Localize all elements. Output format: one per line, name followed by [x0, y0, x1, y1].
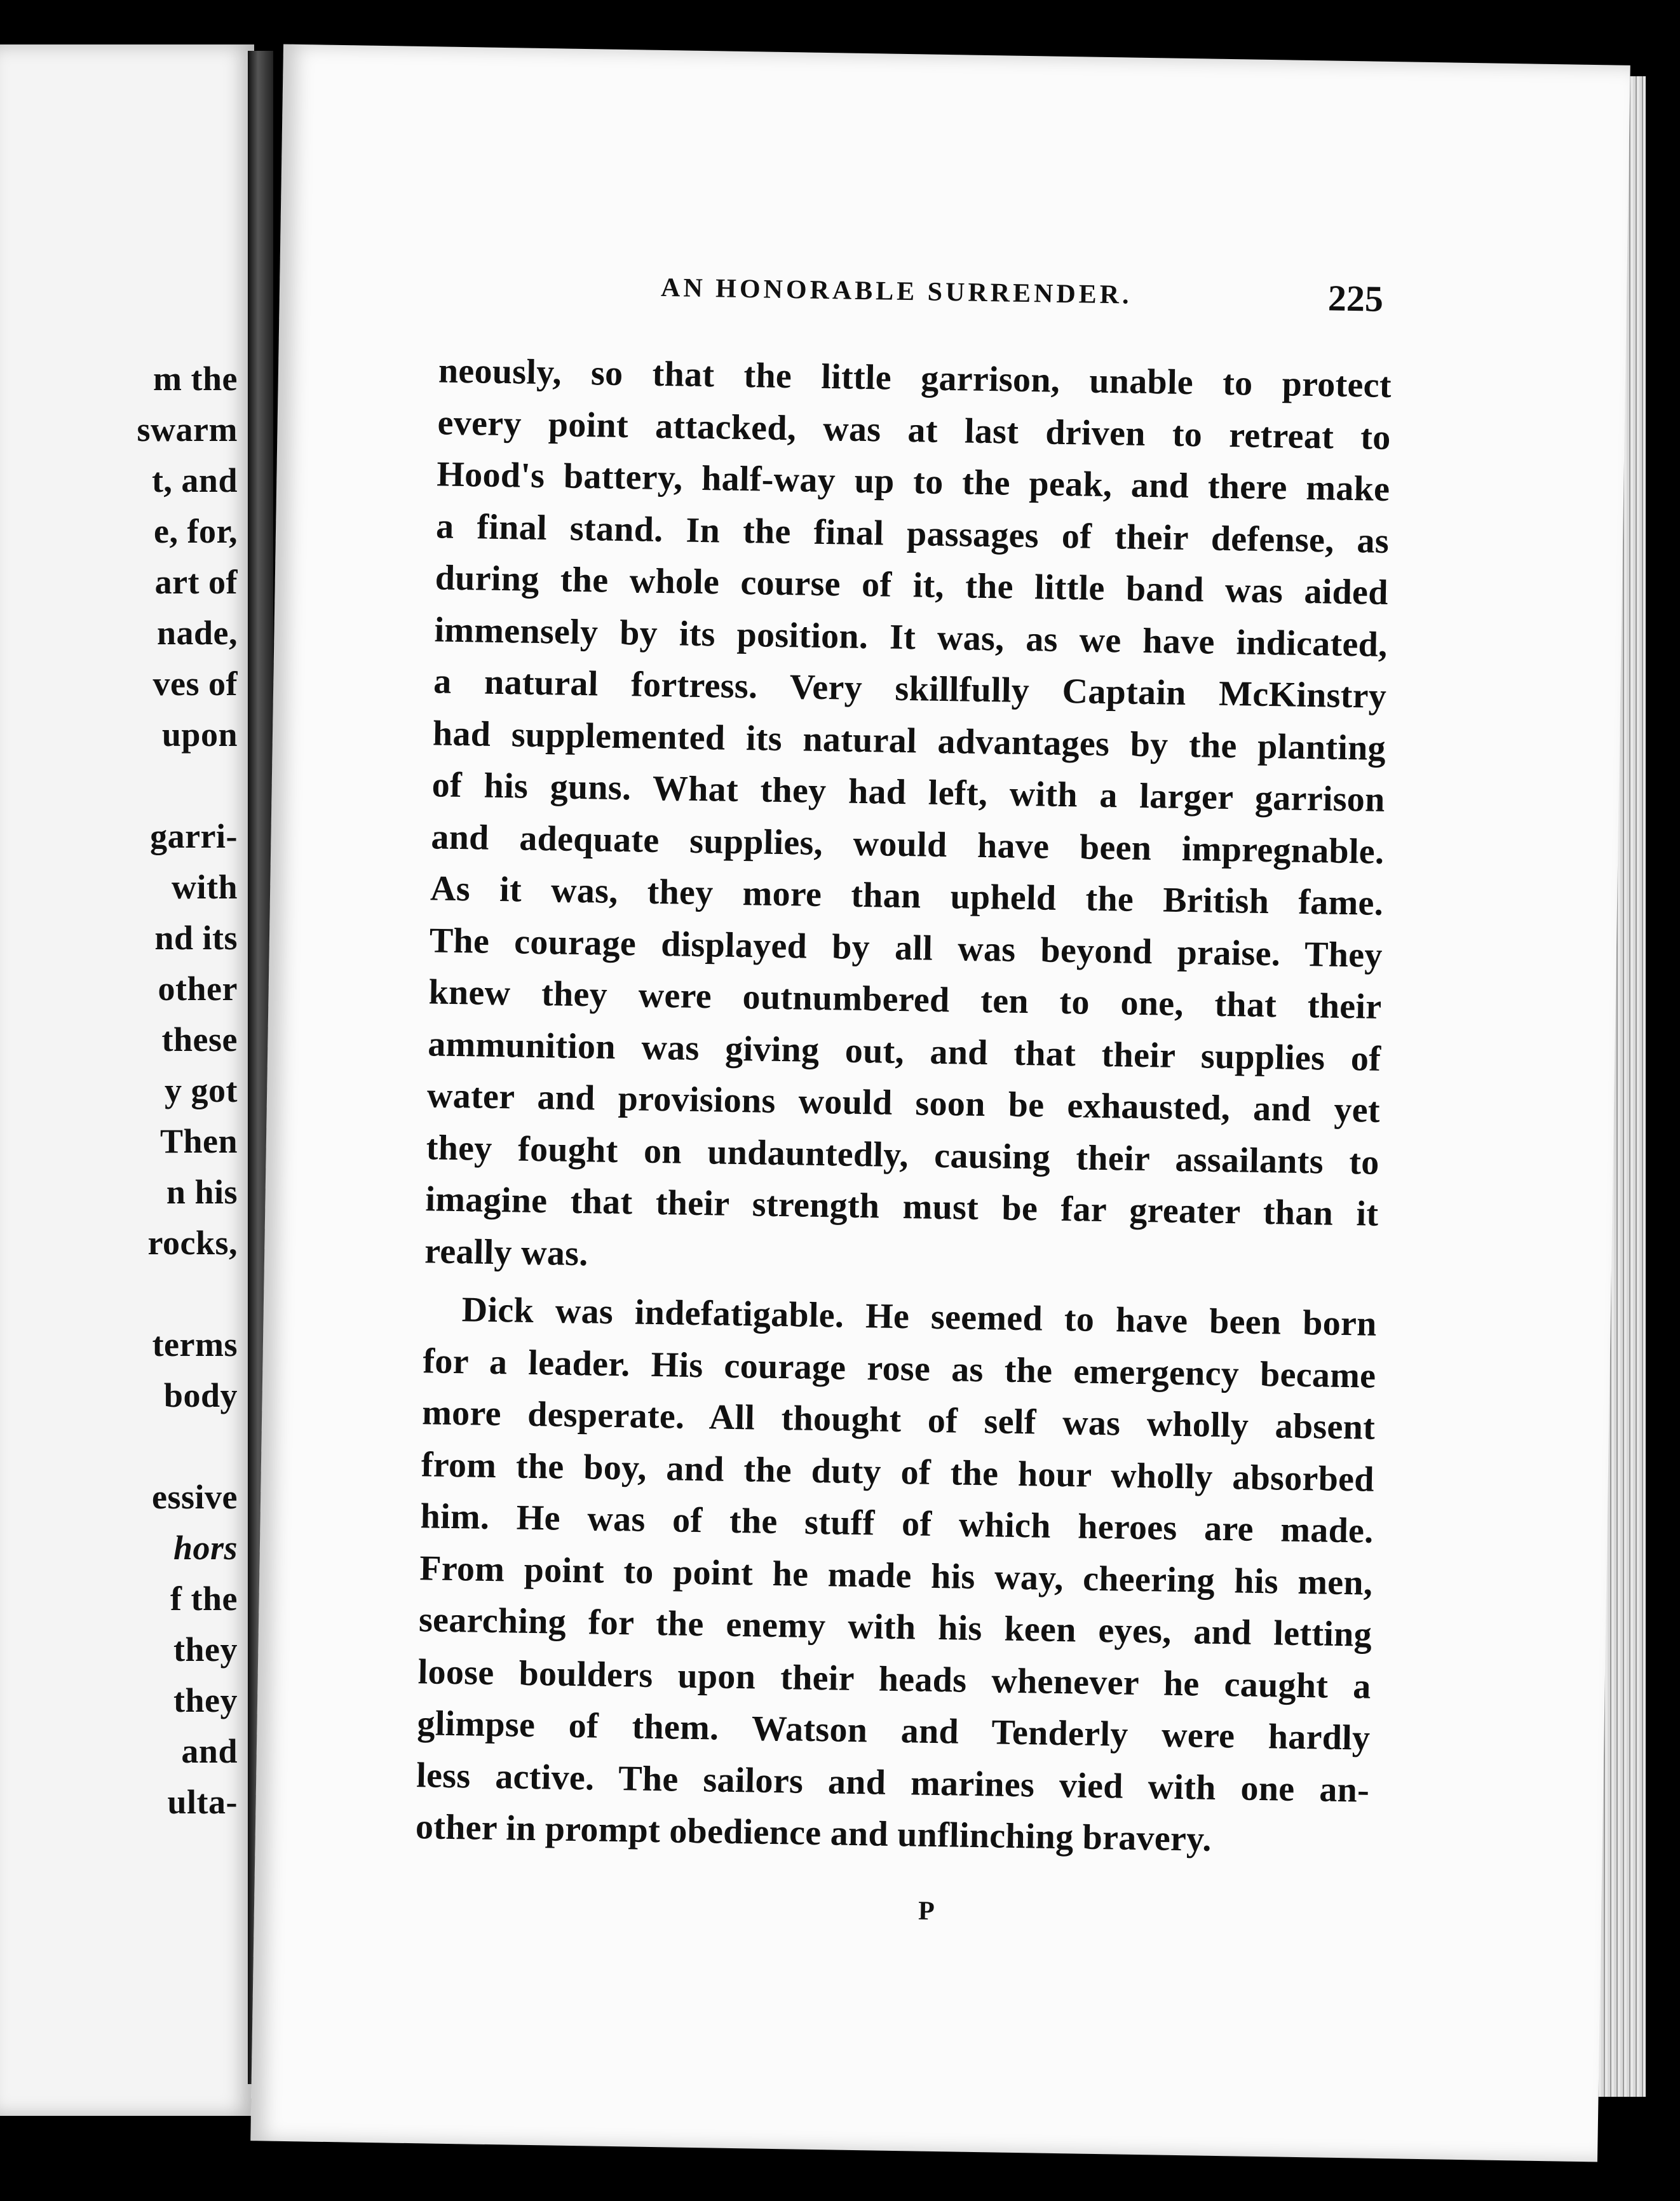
text-line: Dick was indefatigable. He seemed to have been born: [461, 1290, 1378, 1344]
left-page-line: with: [171, 868, 238, 906]
text-line: a natural fortress. Very skillfully Captain McKinstry: [433, 661, 1387, 716]
paragraph: [424, 345, 1392, 1292]
text-line: As it was, they more than upheld the British fame.: [430, 869, 1384, 923]
text-line: a final stand. In the final passages of their defense, as: [435, 506, 1390, 561]
text-line: loose boulders upon their heads whenever he caught a: [417, 1651, 1372, 1707]
left-page-line: other: [158, 970, 238, 1008]
left-page-line: and: [181, 1732, 238, 1770]
left-page-line: hors: [173, 1529, 238, 1567]
left-page-line: m the: [153, 360, 238, 398]
left-page-line: body: [163, 1376, 238, 1414]
text-line: they fought on undauntedly, causing their assailants to: [426, 1127, 1380, 1182]
left-page-line: rocks,: [147, 1224, 238, 1262]
left-page-line: these: [161, 1020, 238, 1059]
text-line: searching for the enemy with his keen eyes, and letting: [418, 1600, 1372, 1655]
left-page-line: n his: [166, 1173, 238, 1211]
text-line: less active. The sailors and marines vied with one an-: [416, 1755, 1370, 1810]
left-page-line: garri-: [150, 817, 238, 855]
text-line: other in prompt obedience and unflinching bravery.: [415, 1807, 1212, 1859]
left-page-line: essive: [152, 1478, 238, 1516]
paragraph: [415, 1283, 1377, 1868]
left-page-line: upon: [161, 715, 238, 754]
running-head: AN HONORABLE SURRENDER.: [660, 273, 1132, 310]
right-page: [250, 44, 1630, 2162]
text-line: From point to point he made his way, cheering his men,: [419, 1548, 1373, 1603]
text-line: glimpse of them. Watson and Tenderly were hardly: [417, 1703, 1371, 1758]
text-line: ammunition was giving out, and that their supplies of: [427, 1024, 1381, 1079]
left-page-line: art of: [154, 563, 238, 601]
text-line: imagine that their strength must be far greater than it: [425, 1179, 1379, 1234]
left-page-line: terms: [152, 1325, 238, 1364]
body-text: [415, 345, 1392, 1874]
left-page-line: nade,: [156, 614, 238, 652]
text-line: of his guns. What they had left, with a larger garrison: [431, 765, 1386, 820]
left-page-line: ves of: [152, 665, 238, 703]
text-line: water and provisions would soon be exhausted, and yet: [426, 1076, 1381, 1130]
signature-mark: P: [918, 1896, 935, 1927]
left-page-line: swarm: [137, 410, 238, 449]
left-page-line: y got: [165, 1071, 238, 1109]
left-page-line: f the: [170, 1580, 238, 1618]
text-line: Hood's battery, half-way up to the peak, and there make: [436, 454, 1390, 509]
text-line: and adequate supplies, would have been impregnable.: [430, 816, 1385, 872]
text-line: from the boy, and the duty of the hour wholly absorbed: [421, 1444, 1375, 1500]
text-line: more desperate. All thought of self was wholly absent: [421, 1393, 1376, 1447]
text-line: had supplemented its natural advantages by the planting: [432, 713, 1386, 768]
left-page-line: Then: [159, 1122, 238, 1160]
left-page-line: e, for,: [154, 512, 238, 550]
text-line: for a leader. His courage rose as the emergency became: [423, 1341, 1376, 1396]
left-page-line: they: [173, 1630, 238, 1669]
text-line: him. He was of the stuff of which heroes are made.: [420, 1496, 1374, 1551]
text-line: immensely by its position. It was, as we have indicated,: [434, 609, 1388, 665]
page-header: [279, 267, 1627, 345]
text-line: neously, so that the little garrison, unable to protect: [438, 351, 1392, 406]
text-line: during the whole course of it, the little band was aided: [435, 558, 1389, 613]
left-page-line: they: [173, 1681, 238, 1719]
text-line: knew they were outnumbered ten to one, that their: [428, 972, 1382, 1027]
left-page: [0, 44, 254, 2116]
left-page-line: nd its: [154, 919, 238, 957]
text-line: The courage displayed by all was beyond praise. They: [429, 920, 1383, 975]
text-line: every point attacked, was at last driven to retreat to: [437, 402, 1392, 457]
text-line: really was.: [424, 1231, 589, 1273]
left-page-line: t, and: [151, 461, 238, 499]
page-number: 225: [1327, 277, 1384, 320]
left-page-line: ulta-: [167, 1783, 238, 1821]
